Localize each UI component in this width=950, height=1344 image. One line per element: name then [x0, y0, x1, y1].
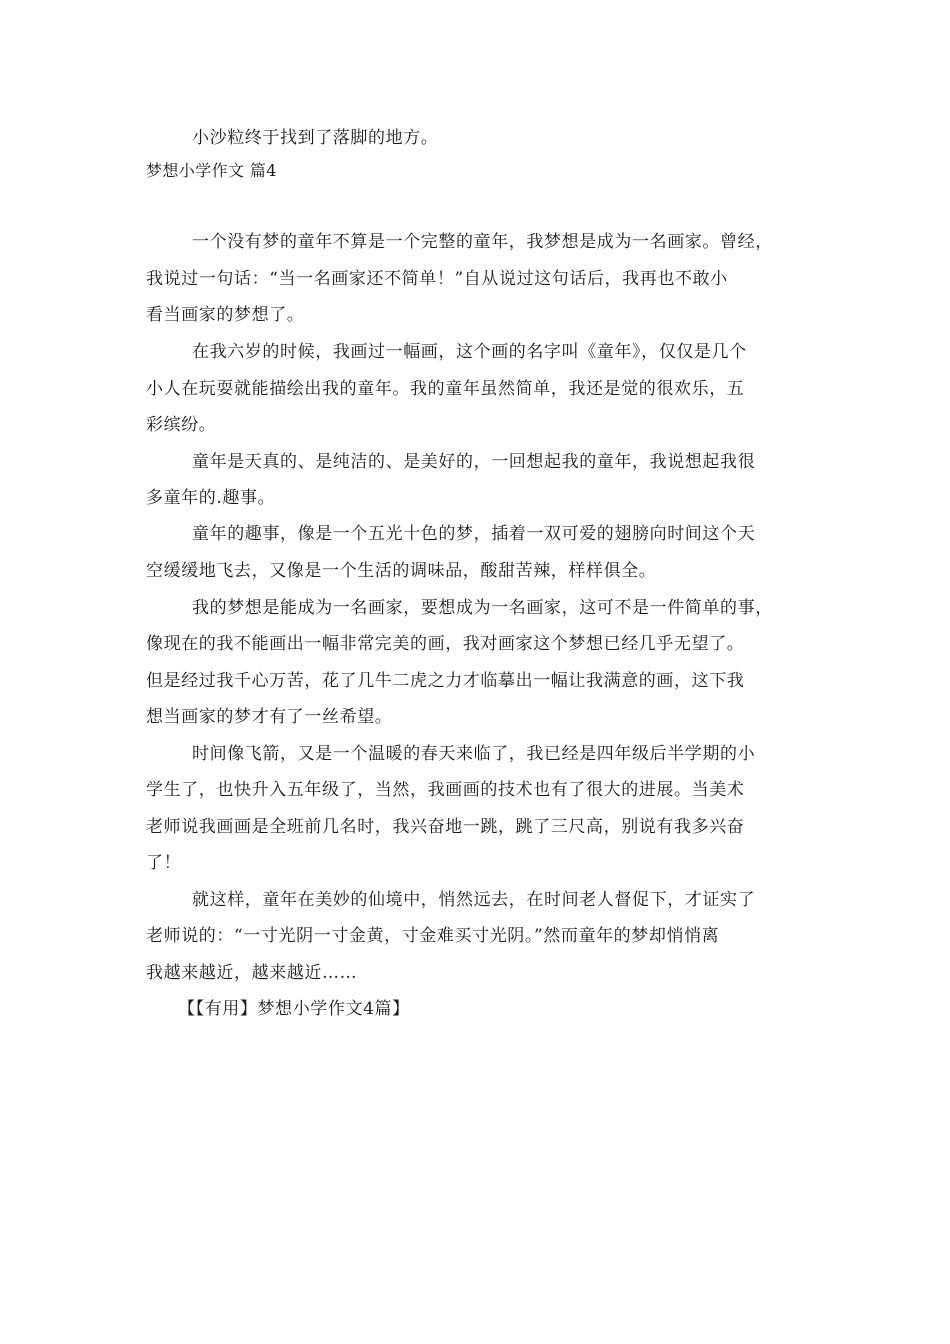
paragraph-line: 就这样，童年在美妙的仙境中，悄然远去，在时间老人督促下，才证实了 — [192, 890, 756, 910]
paragraph-line: 我说过一句话：“当一名画家还不简单！”自从说过这句话后，我再也不敢小 — [146, 269, 728, 289]
footer-title: 【【有用】梦想小学作文4篇】 — [178, 999, 410, 1019]
paragraph-line: 我越来越近，越来越近…… — [146, 963, 358, 983]
paragraph-line: 多童年的.趣事。 — [146, 488, 276, 508]
paragraph-line: 小人在玩耍就能描绘出我的童年。我的童年虽然简单，我还是觉的很欢乐，五 — [146, 379, 745, 399]
section-title: 梦想小学作文 篇4 — [146, 161, 277, 180]
intro-line: 小沙粒终于找到了落脚的地方。 — [192, 128, 439, 148]
paragraph-line: 时间像飞箭，又是一个温暖的春天来临了，我已经是四年级后半学期的小 — [192, 744, 756, 764]
paragraph-line: 童年是天真的、是纯洁的、是美好的，一回想起我的童年，我说想起我很 — [192, 452, 756, 472]
paragraph-line: 了！ — [146, 853, 182, 873]
paragraph-line: 老师说我画画是全班前几名时，我兴奋地一跳，跳了三尺高，别说有我多兴奋 — [146, 817, 745, 837]
paragraph-line: 但是经过我千心万苦，花了几牛二虎之力才临摹出一幅让我满意的画，这下我 — [146, 671, 745, 691]
paragraph-line: 空缓缓地飞去，又像是一个生活的调味品，酸甜苦辣，样样俱全。 — [146, 561, 657, 581]
paragraph-line: 像现在的我不能画出一幅非常完美的画，我对画家这个梦想已经几乎无望了。 — [146, 634, 745, 654]
paragraph-line: 老师说的：“一寸光阴一寸金黄，寸金难买寸光阴。”然而童年的梦却悄悄离 — [146, 926, 720, 946]
paragraph-line: 学生了，也快升入五年级了，当然，我画画的技术也有了很大的进展。当美术 — [146, 780, 745, 800]
paragraph-line: 我的梦想是能成为一名画家，要想成为一名画家，这可不是一件简单的事， — [192, 598, 773, 618]
paragraph-line: 童年的趣事，像是一个五光十色的梦，插着一双可爱的翅膀向时间这个天 — [192, 524, 756, 544]
paragraph-line: 在我六岁的时候，我画过一幅画，这个画的名字叫《童年》，仅仅是几个 — [192, 342, 747, 362]
paragraph-line: 想当画家的梦才有了一丝希望。 — [146, 707, 393, 727]
paragraph-line: 看当画家的梦想了。 — [146, 305, 305, 325]
paragraph-line: 彩缤纷。 — [146, 415, 217, 435]
paragraph-line: 一个没有梦的童年不算是一个完整的童年，我梦想是成为一名画家。曾经， — [192, 232, 773, 252]
